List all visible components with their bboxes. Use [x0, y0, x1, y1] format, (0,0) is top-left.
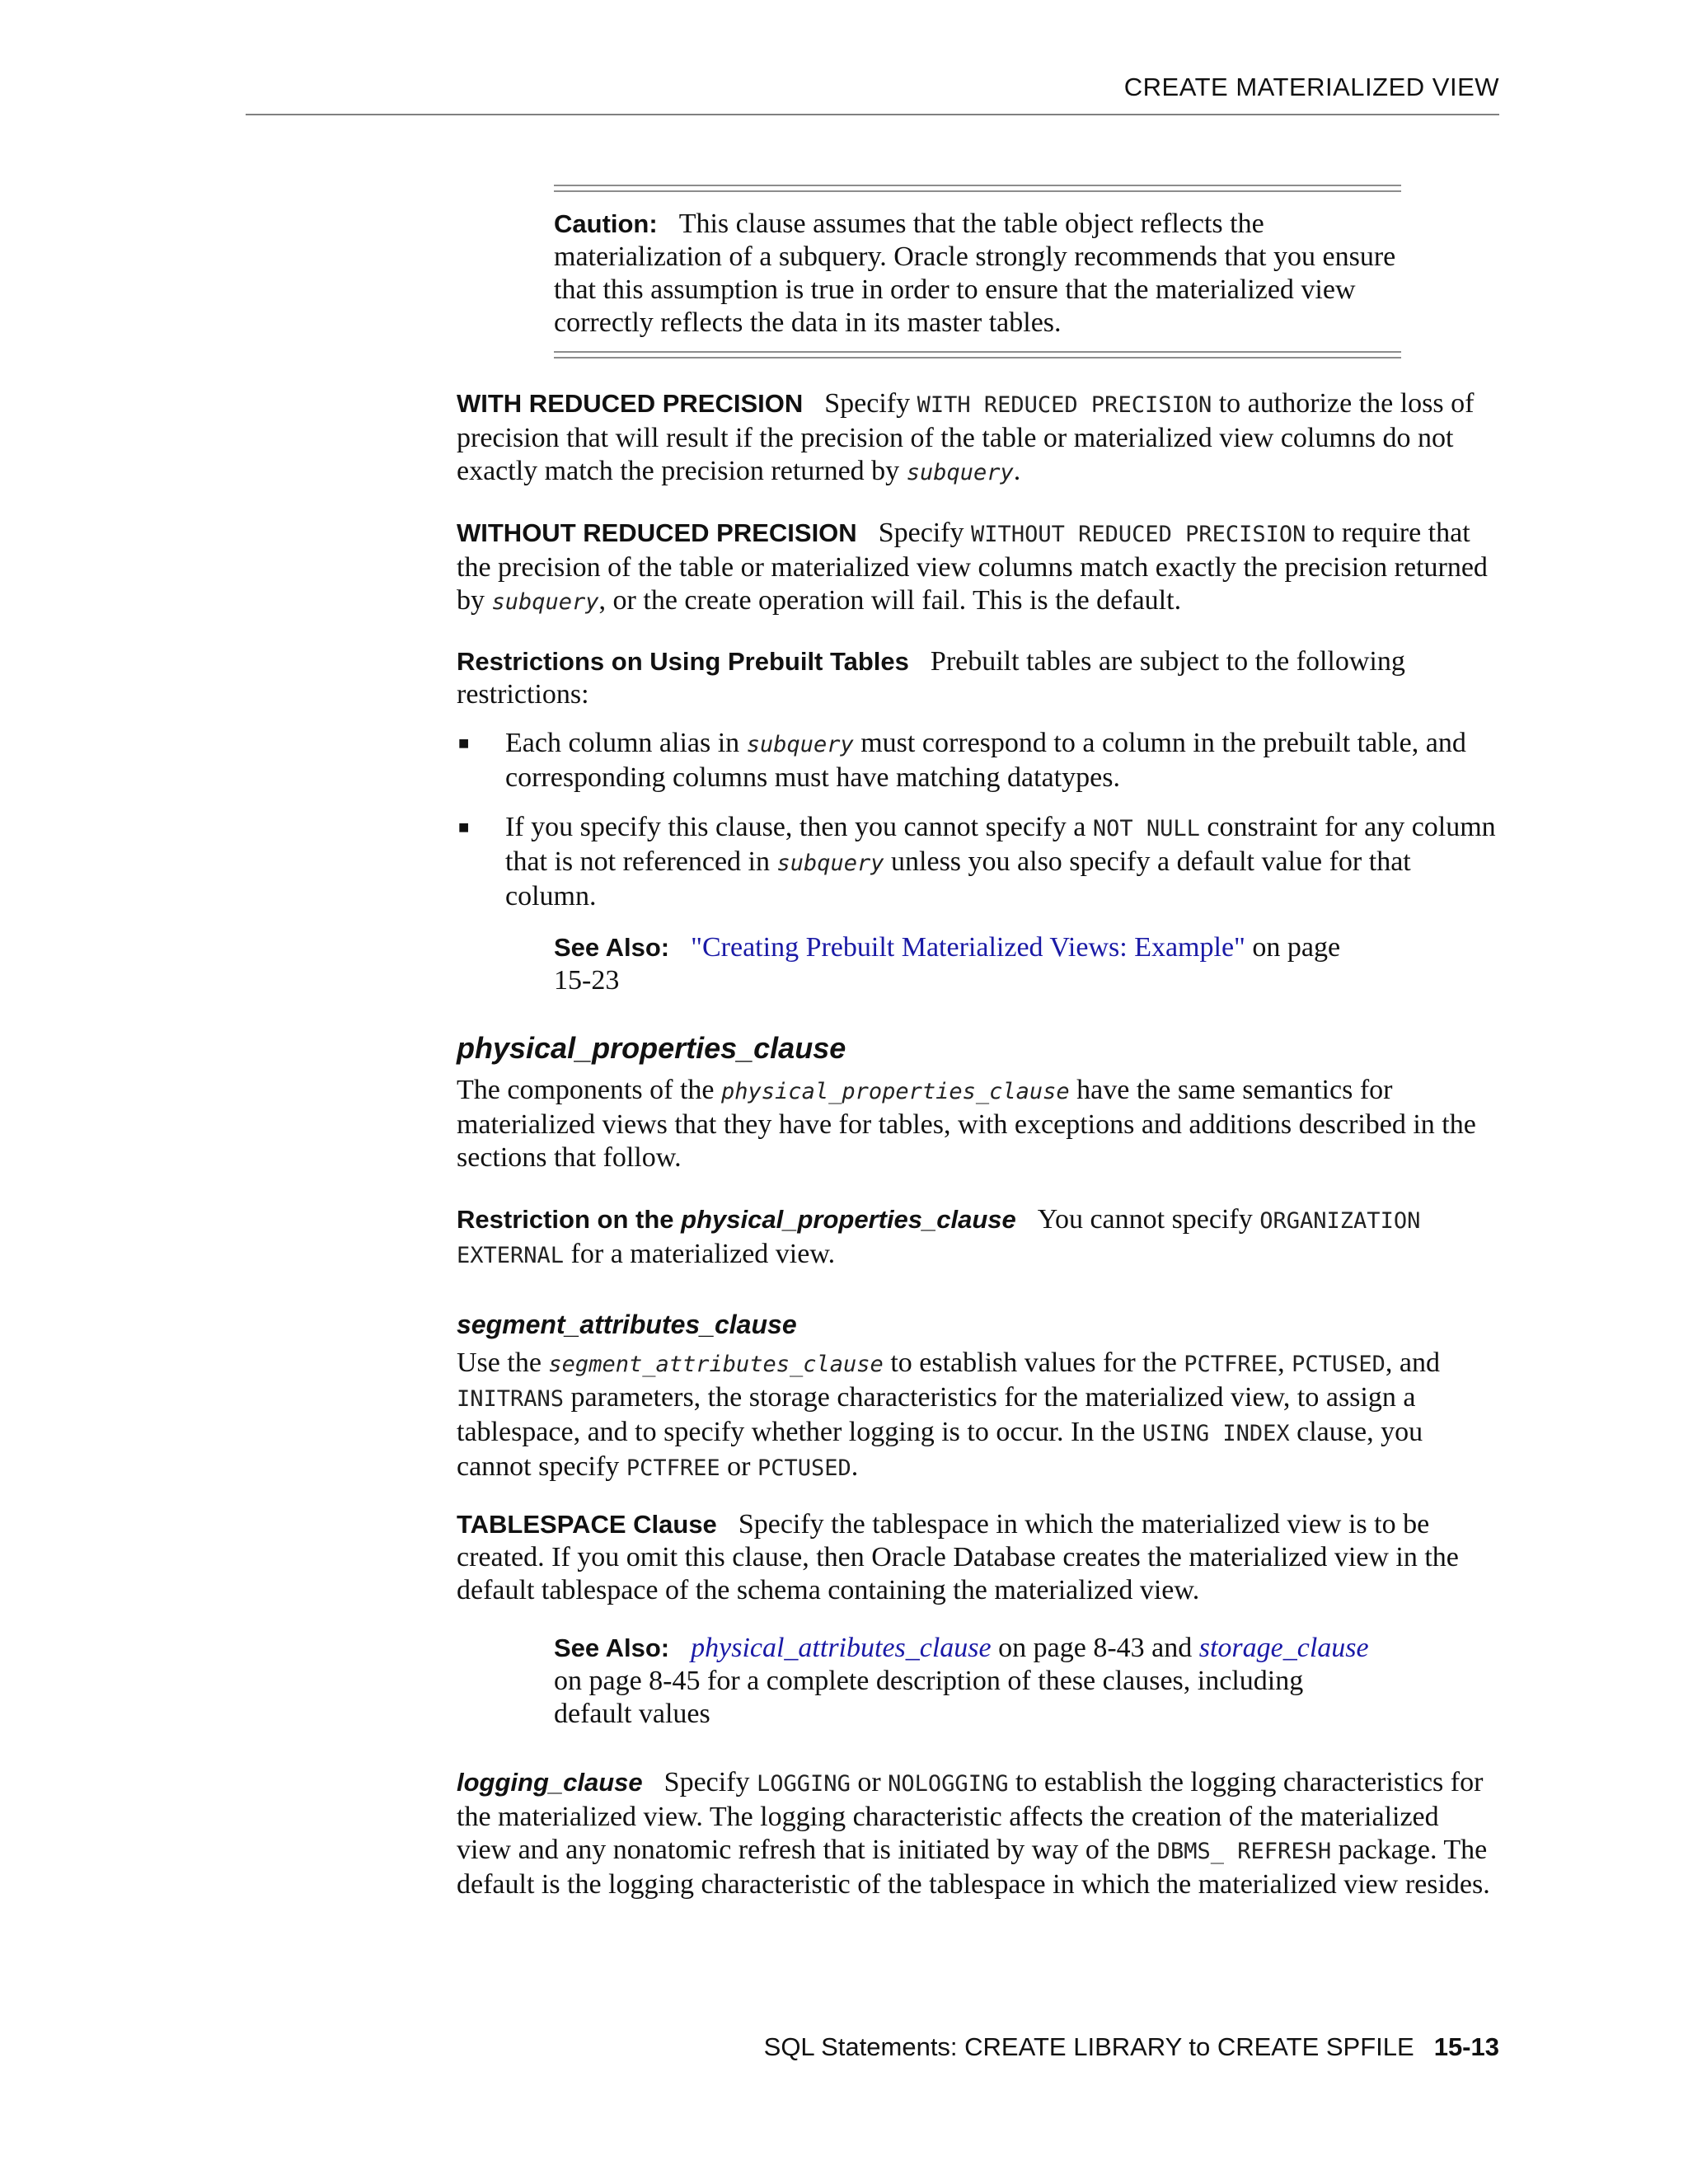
see-also-label: See Also:	[554, 1633, 670, 1662]
code-subquery: subquery	[776, 851, 884, 876]
restrictions-bullet-list	[457, 727, 1499, 930]
physical-properties-paragraph: The components of the physical_properties_clause have the same semantics for materialized views that they have for tables, with exceptions and additions described in the sections that follow.	[457, 1075, 1476, 1173]
page-footer	[764, 2032, 1499, 2062]
code-pctfree: PCTFREE	[1184, 1352, 1278, 1377]
restrictions-prebuilt-lead: Restrictions on Using Prebuilt Tables	[457, 647, 909, 676]
code-segment-attributes-clause: segment_attributes_clause	[548, 1352, 884, 1377]
tablespace-lead: TABLESPACE Clause	[457, 1510, 717, 1539]
segment-attributes-paragraph: Use the segment_attributes_clause to establish values for the PCTFREE, PCTUSED, and INITRANS parameters, the storage characteristics for the materialized view, to assign a tablespace, and to specify whether logging is to occur. In the USING INDEX clause, you cannot specify PCTFREE or PCTUSED.	[457, 1347, 1440, 1482]
see-also-label: See Also:	[554, 933, 670, 962]
without-reduced-precision-paragraph: WITHOUT REDUCED PRECISION Specify WITHOUT REDUCED PRECISION to require that the precision of the table or materialized view columns match exactly the precision returned by subquery, or the create operation will fail. This is the default.	[457, 518, 1488, 616]
bullet-square-icon: ■	[458, 733, 470, 753]
page-number: 15-13	[1433, 2032, 1499, 2061]
caution-label: Caution:	[554, 209, 658, 238]
code-physical-properties-clause: physical_properties_clause	[721, 1079, 1070, 1104]
caution-top-rule	[554, 185, 1401, 192]
code-with-reduced-precision: WITH REDUCED PRECISION	[917, 392, 1212, 418]
bullet-square-icon: ■	[458, 817, 470, 837]
without-reduced-precision-lead: WITHOUT REDUCED PRECISION	[457, 518, 857, 547]
caution-body	[554, 192, 1401, 351]
code-not-null: NOT NULL	[1092, 816, 1200, 841]
restriction-physical-lead-italic: physical_properties_clause	[681, 1205, 1016, 1234]
code-pctused: PCTUSED	[757, 1455, 851, 1481]
code-logging: LOGGING	[757, 1771, 851, 1797]
code-using-index: USING INDEX	[1142, 1421, 1290, 1446]
list-item: ■ Each column alias in subquery must correspond to a column in the prebuilt table, and corresponding columns must have matching datatypes.	[458, 728, 1466, 793]
caution-bottom-rule	[554, 351, 1401, 359]
code-subquery: subquery	[746, 732, 854, 757]
see-also-prebuilt: See Also: "Creating Prebuilt Materialized Views: Example" on page 15-23	[554, 932, 1341, 996]
creating-prebuilt-example-link[interactable]: "Creating Prebuilt Materialized Views: Example"	[691, 932, 1245, 963]
logging-clause-paragraph: logging_clause Specify LOGGING or NOLOGGING to establish the logging characteristics for the materialized view. The logging characteristic affects the creation of the materialized view and any nonatomic refresh that is initiated by way of the DBMS_ REFRESH package. The default is the logging characteristic of the tablespace in which the materialized view resides.	[457, 1767, 1490, 1900]
code-subquery: subquery	[906, 460, 1014, 485]
restriction-physical-lead: Restriction on the	[457, 1205, 682, 1234]
with-reduced-precision-lead: WITH REDUCED PRECISION	[457, 389, 804, 418]
running-header: CREATE MATERIALIZED VIEW	[1123, 73, 1499, 101]
logging-clause-lead: logging_clause	[457, 1768, 643, 1797]
tablespace-paragraph: TABLESPACE Clause Specify the tablespace in which the materialized view is to be created. If you omit this clause, then Oracle Database creates the materialized view in the default tablespace of the schema containing the materialized view.	[457, 1509, 1459, 1605]
restriction-physical-paragraph: Restriction on the physical_properties_clause You cannot specify ORGANIZATION EXTERNAL for a materialized view.	[457, 1204, 1421, 1269]
caution-text: This clause assumes that the table object reflects the materialization of a subquery. Oracle strongly recommends that you ensure that this assumption is true in order to ensure that the materialized view correctly reflects the data in its master tables.	[554, 209, 1396, 338]
physical-properties-heading: physical_properties_clause	[457, 1031, 846, 1065]
footer-book-title: SQL Statements: CREATE LIBRARY to CREATE SPFILE	[763, 2032, 1414, 2061]
with-reduced-precision-paragraph: WITH REDUCED PRECISION Specify WITH REDUCED PRECISION to authorize the loss of precision that will result if the precision of the table or materialized view columns do not exactly match the precision returned by subquery.	[457, 388, 1475, 486]
code-pctused: PCTUSED	[1292, 1352, 1386, 1377]
code-nologging: NOLOGGING	[888, 1771, 1009, 1797]
code-initrans: INITRANS	[457, 1386, 565, 1412]
storage-clause-link[interactable]: storage_clause	[1198, 1633, 1369, 1663]
code-dbms-refresh: DBMS_ REFRESH	[1156, 1839, 1332, 1864]
caution-box	[554, 185, 1401, 359]
code-pctfree: PCTFREE	[626, 1455, 720, 1481]
list-item: ■ If you specify this clause, then you cannot specify a NOT NULL constraint for any column that is not referenced in subquery unless you also specify a default value for that column.	[458, 812, 1496, 912]
see-also-storage: See Also: physical_attributes_clause on page 8-43 and storage_clause on page 8-45 for a complete description of these clauses, including default values	[554, 1633, 1369, 1729]
code-without-reduced-precision: WITHOUT REDUCED PRECISION	[971, 522, 1306, 547]
restrictions-prebuilt-paragraph: Restrictions on Using Prebuilt Tables Prebuilt tables are subject to the following restrictions:	[457, 646, 1405, 710]
segment-attributes-heading: segment_attributes_clause	[457, 1310, 797, 1339]
header-rule	[246, 114, 1499, 115]
code-organization-external: ORGANIZATION EXTERNAL	[457, 1208, 1421, 1268]
code-subquery: subquery	[491, 589, 599, 615]
physical-attributes-clause-link[interactable]: physical_attributes_clause	[691, 1633, 992, 1663]
